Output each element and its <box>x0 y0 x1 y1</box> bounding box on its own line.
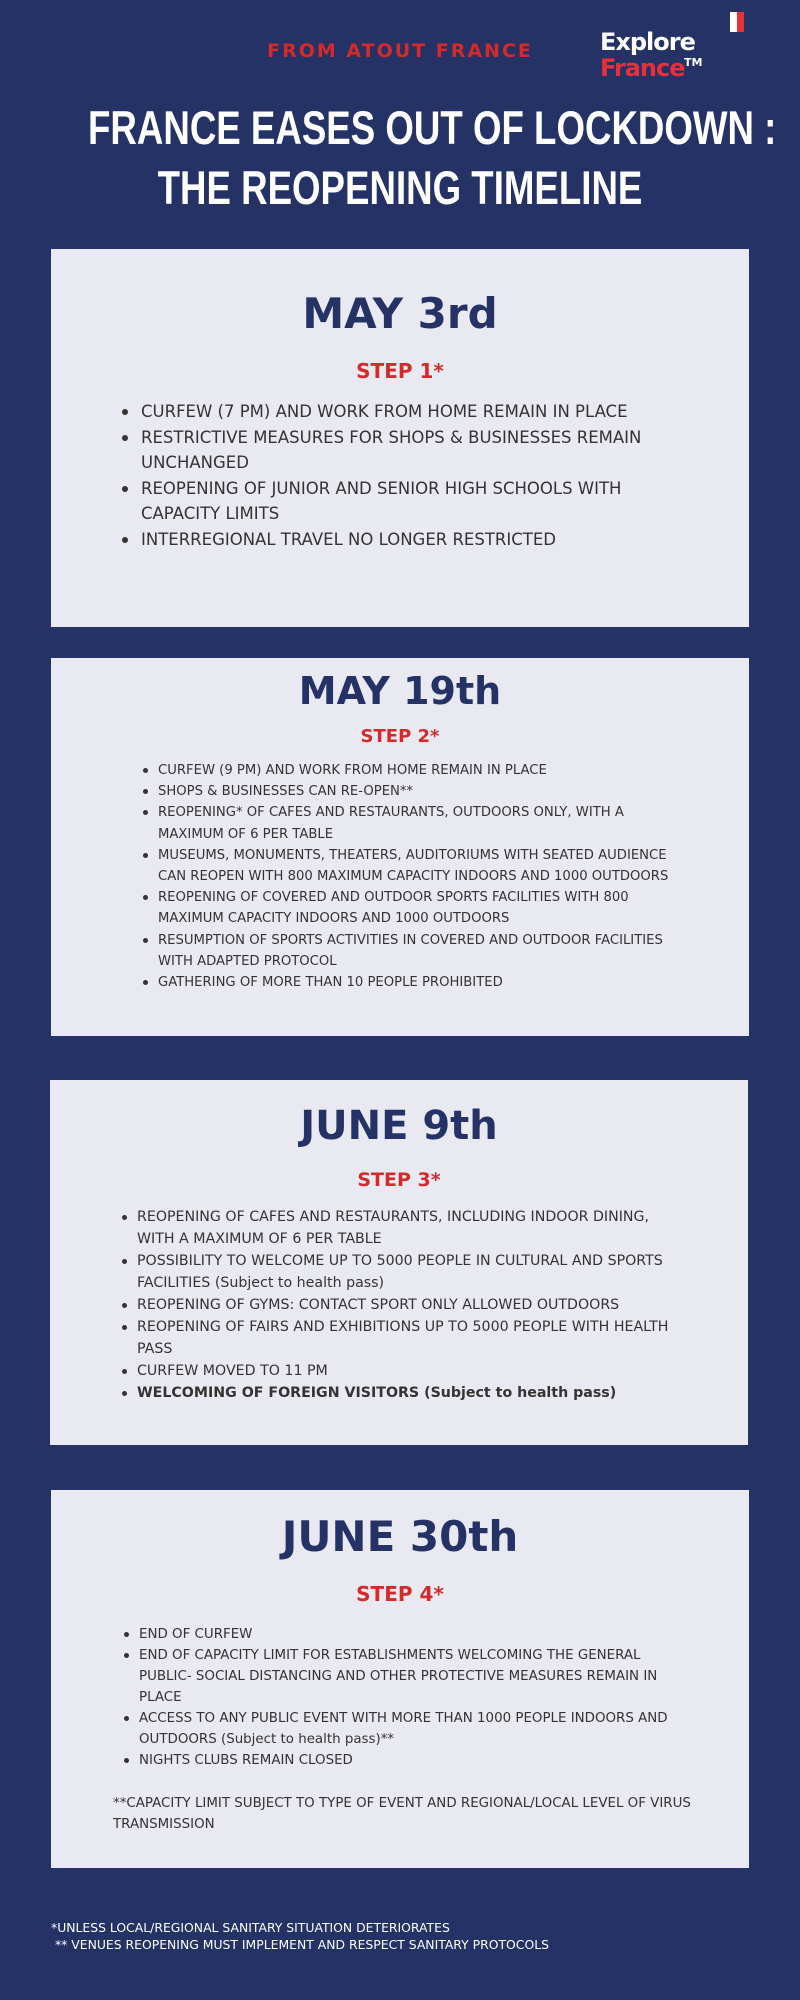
measure-item-highlight: WELCOMING OF FOREIGN VISITORS (Subject to health pass) <box>137 1382 688 1404</box>
card-step-label: STEP 1* <box>356 359 444 383</box>
measure-item: REOPENING OF GYMS: CONTACT SPORT ONLY ALLOWED OUTDOORS <box>137 1294 688 1316</box>
footnote-2: ** VENUES REOPENING MUST IMPLEMENT AND RESPECT SANITARY PROTOCOLS <box>51 1937 549 1952</box>
source-label-text: FROM ATOUT FRANCE <box>267 40 533 62</box>
measure-item: END OF CURFEW <box>139 1624 669 1645</box>
logo-line-explore: Explore <box>600 28 695 56</box>
measures-list <box>50 1206 748 1404</box>
measure-item: CURFEW (9 PM) AND WORK FROM HOME REMAIN IN PLACE <box>158 760 669 781</box>
card-date: JUNE 30th <box>281 1512 519 1561</box>
measure-item: RESTRICTIVE MEASURES FOR SHOPS & BUSINESSES REMAIN UNCHANGED <box>141 425 659 476</box>
measure-item: CURFEW MOVED TO 11 PM <box>137 1360 688 1382</box>
page-title-line-1: FRANCE EASES OUT OF LOCKDOWN : <box>88 101 777 154</box>
flag-blue-band <box>723 12 730 32</box>
measure-item: REOPENING OF COVERED AND OUTDOOR SPORTS FACILITIES WITH 800 MAXIMUM CAPACITY INDOORS AND 1000 OUTDOORS <box>158 887 669 929</box>
footnote-1: *UNLESS LOCAL/REGIONAL SANITARY SITUATION DETERIORATES <box>51 1920 450 1935</box>
measure-item: INTERREGIONAL TRAVEL NO LONGER RESTRICTED <box>141 527 659 553</box>
measure-item: GATHERING OF MORE THAN 10 PEOPLE PROHIBITED <box>158 972 669 993</box>
measure-item: NIGHTS CLUBS REMAIN CLOSED <box>139 1750 669 1771</box>
measure-item: END OF CAPACITY LIMIT FOR ESTABLISHMENTS WELCOMING THE GENERAL PUBLIC- SOCIAL DISTANCING AND OTHER PROTECTIVE MEASURES REMAIN IN PLACE <box>139 1645 669 1708</box>
measures-list <box>51 399 749 552</box>
measure-item: POSSIBILITY TO WELCOME UP TO 5000 PEOPLE IN CULTURAL AND SPORTS FACILITIES (Subject to health pass) <box>137 1250 688 1294</box>
measure-item: REOPENING OF JUNIOR AND SENIOR HIGH SCHOOLS WITH CAPACITY LIMITS <box>141 476 659 527</box>
timeline-card-june-30 <box>51 1490 749 1868</box>
measures-list <box>51 1624 749 1771</box>
timeline-card-may-3 <box>51 249 749 627</box>
card-date: MAY 19th <box>298 669 502 713</box>
measure-item: MUSEUMS, MONUMENTS, THEATERS, AUDITORIUMS WITH SEATED AUDIENCE CAN REOPEN WITH 800 MAXIMUM CAPACITY INDOORS AND 1000 OUTDOORS <box>158 845 669 887</box>
measure-item: REOPENING* OF CAFES AND RESTAURANTS, OUTDOORS ONLY, WITH A MAXIMUM OF 6 PER TABLE <box>158 802 669 844</box>
card-date: JUNE 9th <box>300 1103 498 1149</box>
measure-item: REOPENING OF FAIRS AND EXHIBITIONS UP TO 5000 PEOPLE WITH HEALTH PASS <box>137 1316 688 1360</box>
flag-red-band <box>737 12 744 32</box>
measure-item: ACCESS TO ANY PUBLIC EVENT WITH MORE THAN 1000 PEOPLE INDOORS AND OUTDOORS (Subject to health pass)** <box>139 1708 669 1750</box>
capacity-note: **CAPACITY LIMIT SUBJECT TO TYPE OF EVENT AND REGIONAL/LOCAL LEVEL OF VIRUS TRANSMISSION <box>113 1796 691 1832</box>
timeline-card-may-19 <box>51 658 749 1036</box>
footnotes <box>51 1919 751 1953</box>
flag-white-band <box>730 12 737 32</box>
page-title-line-2: THE REOPENING TIMELINE <box>157 161 643 214</box>
card-date: MAY 3rd <box>302 289 498 338</box>
timeline-card-june-9 <box>50 1080 748 1445</box>
french-flag-icon <box>723 12 744 32</box>
measure-item: RESUMPTION OF SPORTS ACTIVITIES IN COVERED AND OUTDOOR FACILITIES WITH ADAPTED PROTOCOL <box>158 930 669 972</box>
measure-item: SHOPS & BUSINESSES CAN RE-OPEN** <box>158 781 669 802</box>
logo-trademark: TM <box>684 56 703 69</box>
page-title <box>88 98 777 218</box>
card-step-label: STEP 3* <box>357 1169 441 1191</box>
card-step-label: STEP 4* <box>356 1582 444 1606</box>
measure-item: REOPENING OF CAFES AND RESTAURANTS, INCLUDING INDOOR DINING, WITH A MAXIMUM OF 6 PER TABLE <box>137 1206 688 1250</box>
card-step-label: STEP 2* <box>360 726 440 747</box>
logo-line-france: France <box>600 54 685 82</box>
measures-list <box>51 760 749 993</box>
measure-item: CURFEW (7 PM) AND WORK FROM HOME REMAIN IN PLACE <box>141 399 659 425</box>
explore-france-logo <box>600 28 710 88</box>
